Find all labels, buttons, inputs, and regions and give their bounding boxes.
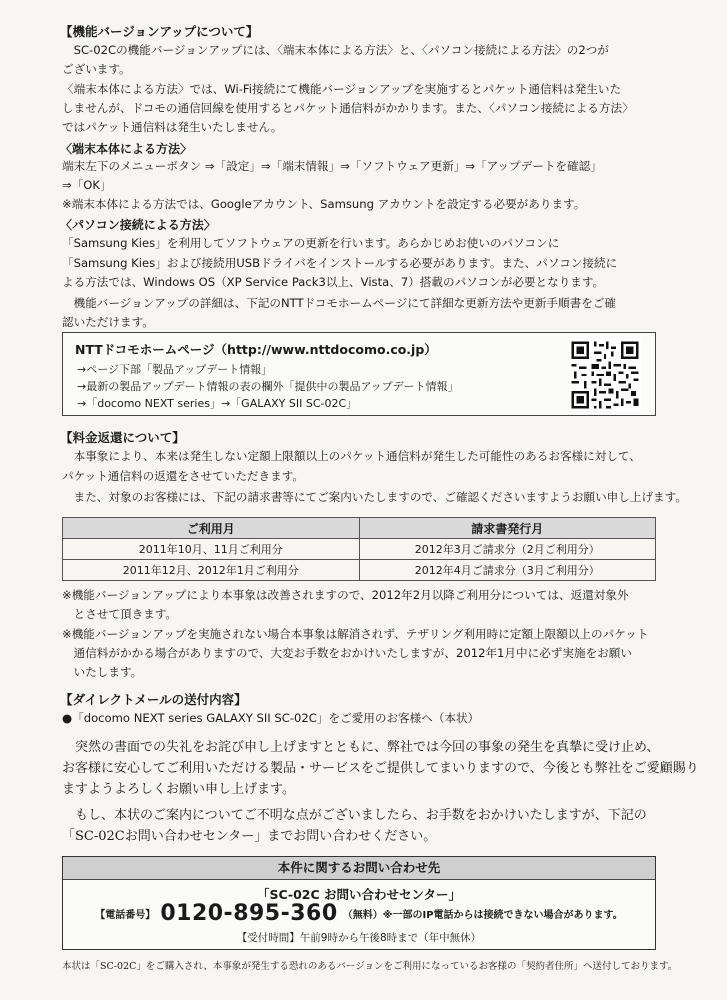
mail-item: ●「docomo NEXT series GALAXY SII SC-02C」をご愛用のお客様へ（本状）: [62, 711, 480, 725]
text-line: お客様に安心してご利用いただける製品・サービスをご提供してまいりますので、今後とも弊社をご愛顧賜り: [62, 761, 699, 776]
text-line: SC-02Cの機能バージョンアップには、〈端末本体による方法〉と、〈パソコン接続による方法〉の2つが: [62, 43, 609, 57]
homepage-info-box: [62, 332, 656, 416]
contact-box: [62, 856, 656, 950]
footer-note: 本状は「SC-02C」をご購入され、本事象が発生する恐れのあるバージョンをご利用になっているお客様の「契約者住所」へ送付しております。: [62, 961, 678, 972]
table-cell: 2012年3月ご請求分（2月ご利用分）: [359, 539, 656, 560]
table-row: [63, 539, 656, 560]
column-header-usage-month: ご利用月: [63, 518, 360, 539]
text-line: 「SC-02Cお問い合わせセンター」までお問い合わせください。: [62, 829, 437, 844]
billing-table: [62, 517, 656, 581]
table-header-row: [63, 518, 656, 539]
phone-note: （無料）※一部のIP電話からは接続できない場合があります。: [342, 910, 623, 921]
text-line: 「Samsung Kies」を利用してソフトウェアの更新を行います。あらかじめお使いのパソコンに: [62, 236, 560, 250]
note-line: とさせて頂きます。: [62, 607, 178, 621]
note-line: ※機能バージョンアップを実施されない場合本事象は解消されず、テザリング利用時に定額上限額以上のパケット: [62, 627, 649, 641]
text-line: ※端末本体による方法では、Googleアカウント、Samsung アカウントを設定する必要があります。: [62, 197, 586, 211]
section-title-version-up: 【機能バージョンアップについて】: [60, 24, 259, 39]
subheading-device-method: 〈端末本体による方法〉: [60, 142, 193, 156]
note-line: 通信料がかかる場合がありますので、大変お手数をおかけいたしますが、2012年1月中に必ず実施をお願い: [62, 646, 632, 660]
table-row: [63, 560, 656, 581]
section-title-fee-refund: 【料金返還について】: [60, 430, 185, 445]
text-line: 「Samsung Kies」および接続用USBドライバをインストールする必要があります。また、パソコン接続に: [62, 256, 618, 270]
note-line: いたします。: [62, 665, 143, 679]
table-cell: 2011年10月、11月ご利用分: [63, 539, 360, 560]
homepage-link[interactable]: NTTドコモホームページ（http://www.nttdocomo.co.jp）: [75, 342, 437, 357]
text-line: 〈端末本体による方法〉では、Wi-Fi接続にて機能バージョンアップを実施するとパケット通信料は発生いた: [62, 82, 622, 96]
text-line: 機能バージョンアップの詳細は、下記のNTTドコモホームページにて詳細な更新方法や更新手順書をご確: [62, 296, 616, 310]
reception-hours: 【受付時間】午前9時から午後8時まで（年中無休）: [236, 932, 482, 944]
text-line: ますようよろしくお願い申し上げます。: [62, 782, 295, 797]
text-line: ございます。: [62, 62, 131, 76]
text-line: しませんが、ドコモの通信回線を使用するとパケット通信料がかかります。また、〈パソコン接続による方法〉: [62, 101, 634, 115]
phone-row: [63, 901, 655, 926]
note-line: ※機能バージョンアップにより本事象は改善されますので、2012年2月以降ご利用分については、返還対象外: [62, 588, 629, 602]
text-line: 本事象により、本来は発生しない定額上限額以上のパケット通信料が発生した可能性のあるお客様に対して、: [62, 449, 641, 463]
text-line: 認いただけます。: [62, 315, 154, 329]
text-line: ではパケット通信料は発生いたしません。: [62, 120, 283, 134]
list-item: →「docomo NEXT series」→「GALAXY SII SC-02C」: [77, 397, 358, 410]
table-cell: 2011年12月、2012年1月ご利用分: [63, 560, 360, 581]
column-header-billing-month: 請求書発行月: [359, 518, 656, 539]
section-title-direct-mail: 【ダイレクトメールの送付内容】: [60, 692, 247, 707]
list-item: →最新の製品アップデート情報の表の欄外「提供中の製品アップデート情報」: [77, 380, 459, 393]
text-line: 端末左下のメニューボタン ⇒「設定」⇒「端末情報」⇒「ソフトウェア更新」⇒「アップデートを確認」: [62, 159, 602, 173]
text-line: もし、本状のご案内についてご不明な点がございましたら、お手数をおかけいたしますが、下記の: [62, 808, 647, 823]
subheading-pc-method: 〈パソコン接続による方法〉: [60, 218, 216, 232]
list-item: →ページ下部「製品アップデート情報」: [77, 363, 273, 376]
table-cell: 2012年4月ご請求分（3月ご利用分）: [359, 560, 656, 581]
text-line: 突然の書面での失礼をお詫び申し上げますとともに、弊社では今回の事象の発生を真摯に受け止め、: [62, 740, 660, 755]
qr-code-icon: [569, 339, 641, 411]
text-line: よる方法では、Windows OS（XP Service Pack3以上、Vista、7）搭載のパソコンが必要となります。: [62, 275, 605, 289]
text-line: また、対象のお客様には、下記の請求書等にてご案内いたしますので、ご確認くださいますようお願い申し上げます。: [62, 490, 687, 504]
contact-center-name: 「SC-02C お問い合わせセンター」: [256, 887, 462, 902]
phone-number: 0120-895-360: [160, 901, 338, 926]
contact-header: 本件に関するお問い合わせ先: [63, 857, 655, 880]
phone-label: 【電話番号】: [95, 910, 156, 921]
text-line: パケット通信料の返還をさせていただきます。: [62, 469, 304, 483]
text-line: ⇒「OK」: [62, 178, 112, 192]
